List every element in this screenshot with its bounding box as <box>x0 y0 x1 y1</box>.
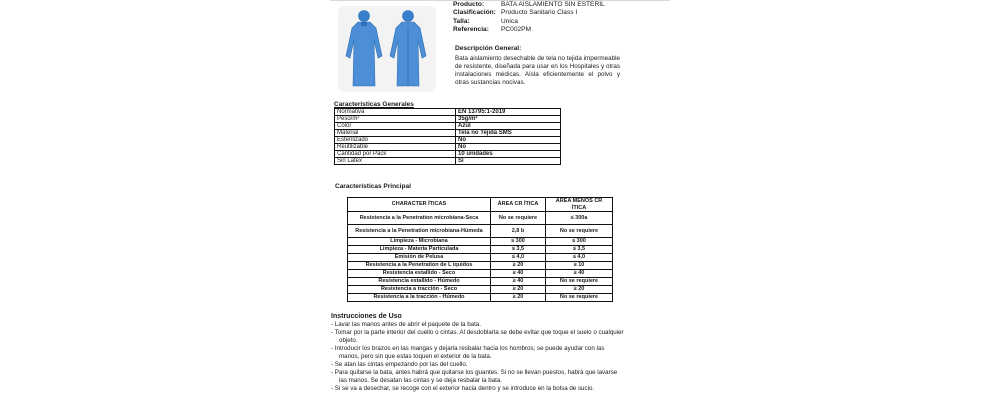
general-key: Reutilizable <box>335 144 456 151</box>
general-row <box>335 130 561 137</box>
info-row-classification <box>453 9 605 17</box>
critical-area-cell: ≤ 4,0 <box>491 254 546 262</box>
general-key: Material <box>335 130 456 137</box>
instruction-item: - Tomar por la parte interior del cuello o cintas. Al desdoblarla se debe evitar que toque el suelo o cualquier objeto. <box>331 329 626 345</box>
general-key: Sin Latex <box>335 158 456 165</box>
principal-row <box>348 254 613 262</box>
info-label: Talla: <box>453 17 470 25</box>
characteristic-cell: Emisión de Pelusa <box>348 254 491 262</box>
description-title: Descripción General: <box>455 45 522 52</box>
instructions-title: Instrucciones de Uso <box>331 313 402 320</box>
critical-area-cell: ≥ 20 <box>491 262 546 270</box>
instruction-item: - Introducir los brazos en las mangas y dejarla resbalar hacia los hombros; se puede ayudar con las manos, pero sin que estas toquen el exterior de la bata. <box>331 345 626 361</box>
general-key: Cantidad por Pack <box>335 151 456 158</box>
header-critical-area: ÁREA CR ÍTICA <box>491 198 546 212</box>
description-text: Bata aislamiento desechable de tela no tejida impermeable de resistente, diseñada para usar en los Hospitales y otras instalaciones médicas. Aísla eficientemente el polvo y otras sustancias nocivas. <box>455 55 620 86</box>
critical-area-cell: ≤ 3,5 <box>491 246 546 254</box>
gown-illustration <box>338 6 436 92</box>
principal-header-row <box>348 198 613 212</box>
general-row <box>335 144 561 151</box>
characteristic-cell: Limpieza - Materia Particulada <box>348 246 491 254</box>
principal-table <box>347 197 613 302</box>
principal-row <box>348 238 613 246</box>
info-value: Unica <box>501 17 518 25</box>
general-key: Normativa <box>335 109 456 116</box>
general-value: No <box>456 137 561 144</box>
general-row <box>335 158 561 165</box>
info-label: Referencia: <box>453 25 489 33</box>
less-critical-area-cell: ≤ 4,0 <box>546 254 613 262</box>
less-critical-area-cell: No se requiere <box>546 225 613 238</box>
critical-area-cell: ≥ 40 <box>491 270 546 278</box>
info-value: BATA AISLAMIENTO SIN ESTERIL <box>501 1 605 8</box>
less-critical-area-cell: ≤ 300 <box>546 238 613 246</box>
less-critical-area-cell: ≤ 3,5 <box>546 246 613 254</box>
characteristic-cell: Resistencia estallido - Húmedo <box>348 278 491 286</box>
product-info <box>453 1 605 34</box>
instructions-list <box>331 321 626 393</box>
general-row <box>335 116 561 123</box>
info-label: Clasificación: <box>453 9 496 17</box>
gown-back <box>390 11 426 87</box>
general-row <box>335 109 561 116</box>
general-value: EN 13795:1-2019 <box>456 109 561 116</box>
general-row <box>335 151 561 158</box>
critical-area-cell: ≤ 300 <box>491 238 546 246</box>
info-label: Producto: <box>453 1 485 8</box>
principal-row <box>348 278 613 286</box>
characteristic-cell: Resistencia a la tracción - Húmedo <box>348 294 491 302</box>
less-critical-area-cell: No se requiere <box>546 294 613 302</box>
principal-row <box>348 294 613 302</box>
info-row-size <box>453 18 605 26</box>
general-title: Características Generales <box>334 101 414 108</box>
header-less-critical-area: ÁREA MENOS CR ÍTICA <box>546 198 613 212</box>
less-critical-area-cell: ≥ 20 <box>546 286 613 294</box>
characteristic-cell: Limpieza - Microbiana <box>348 238 491 246</box>
characteristic-cell: Resistencia a tracción - Seco <box>348 286 491 294</box>
instruction-item: - Se atan las cintas empezando por las del cuello. <box>331 361 626 369</box>
characteristic-cell: Resistencia a la Penetration microbiana-Húmeda <box>348 225 491 238</box>
characteristic-cell: Resistencia a la Penetration microbiana-Seca <box>348 212 491 225</box>
general-key: Esterilizado <box>335 137 456 144</box>
critical-area-cell: ≥ 20 <box>491 286 546 294</box>
info-value: Producto Sanitario Class I <box>501 9 578 17</box>
product-photo <box>338 6 436 92</box>
info-value: PC002PM <box>501 25 532 33</box>
less-critical-area-cell: ≤ 300a <box>546 212 613 225</box>
instruction-item: - Lavar las manos antes de abrir el paquete de la bata. <box>331 321 626 329</box>
principal-row <box>348 246 613 254</box>
general-key: Color <box>335 123 456 130</box>
less-critical-area-cell: No se requiere <box>546 278 613 286</box>
less-critical-area-cell: ≥ 40 <box>546 270 613 278</box>
critical-area-cell: No se requiere <box>491 212 546 225</box>
general-value: No <box>456 144 561 151</box>
principal-row <box>348 262 613 270</box>
characteristic-cell: Resistencia a la Penetration de L íquidos <box>348 262 491 270</box>
general-key: Peso/m² <box>335 116 456 123</box>
principal-row <box>348 270 613 278</box>
critical-area-cell: ≥ 20 <box>491 294 546 302</box>
info-row-reference <box>453 26 605 34</box>
info-row-product <box>453 1 605 9</box>
less-critical-area-cell: ≥ 10 <box>546 262 613 270</box>
general-value: 10 unidades <box>456 151 561 158</box>
principal-row <box>348 286 613 294</box>
principal-title: Características Principal <box>335 183 411 190</box>
general-table <box>334 108 561 165</box>
critical-area-cell: 2,8 b <box>491 225 546 238</box>
general-value: Si <box>456 158 561 165</box>
gown-front <box>346 11 382 87</box>
characteristic-cell: Resistencia estallido - Seco <box>348 270 491 278</box>
principal-row <box>348 212 613 225</box>
general-row <box>335 123 561 130</box>
instruction-item: - Para quitarse la bata, antes habrá que quitarse los guantes. Si no se llevan puestos, habrá que lavarse las manos. Se desatan las cintas y se deja resbalar la bata. <box>331 369 626 385</box>
general-value: 35g/m² <box>456 116 561 123</box>
header-characteristics: CHARACTER ÍTICAS <box>348 198 491 212</box>
general-value: Azul <box>456 123 561 130</box>
instruction-item: - Si se va a desechar, se recoge con el exterior hacia dentro y se introduce en la bolsa de sucio. <box>331 385 626 393</box>
general-row <box>335 137 561 144</box>
general-value: Tela no Tejida SMS <box>456 130 561 137</box>
critical-area-cell: ≥ 40 <box>491 278 546 286</box>
principal-row <box>348 225 613 238</box>
